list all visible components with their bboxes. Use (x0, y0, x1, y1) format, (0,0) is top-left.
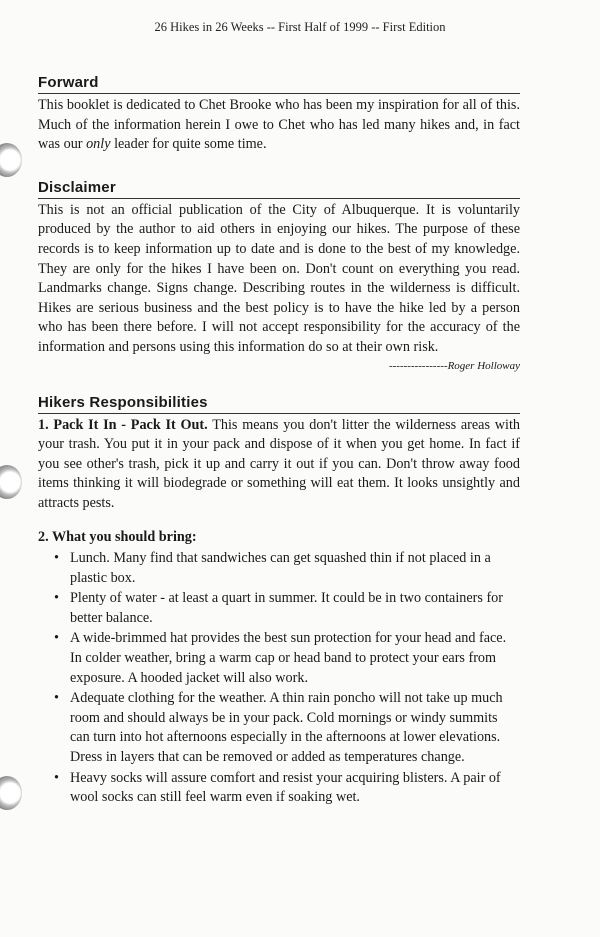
forward-text-before: This booklet is dedicated to Chet Brooke who has been my inspiration for all of this. Much of the information herein I owe to Chet who has led many hikes and, in fact was our (38, 97, 520, 153)
responsibility-item-1 (38, 416, 520, 514)
responsibilities-heading: Hikers Responsibilities (38, 394, 520, 414)
responsibilities-section (38, 394, 520, 808)
disclaimer-signature: ----------------Roger Holloway (388, 359, 520, 372)
disclaimer-heading: Disclaimer (38, 179, 520, 199)
responsibility-item-2 (38, 528, 520, 548)
forward-paragraph (38, 96, 520, 155)
list-item: • Plenty of water - at least a quart in summer. It could be in two containers for better balance. (54, 589, 520, 628)
running-header: 26 Hikes in 26 Weeks -- First Half of 1999 -- First Edition (154, 20, 446, 34)
binder-hole-middle (0, 465, 22, 499)
list-item: • A wide-brimmed hat provides the best sun protection for your head and face. In colder weather, bring a warm cap or head band to protect your ears from exposure. A hooded jacket will also work. (54, 629, 520, 688)
responsibility-item-1-number: 1. (38, 416, 49, 433)
responsibility-item-2-number: 2. (38, 528, 49, 545)
forward-section (38, 74, 520, 155)
list-item: • Lunch. Many find that sandwiches can get squashed thin if not placed in a plastic box. (54, 549, 520, 588)
forward-heading: Forward (38, 74, 520, 94)
responsibility-item-1-title: Pack It In - Pack It Out. (53, 416, 208, 433)
list-item: • Heavy socks will assure comfort and resist your acquiring blisters. A pair of wool socks can still feel warm even if soaking wet. (54, 769, 520, 808)
page-content (38, 74, 520, 826)
binder-hole-top (0, 143, 22, 177)
forward-emphasis: only (86, 136, 111, 153)
responsibility-item-2-title: What you should bring: (51, 528, 197, 545)
list-item: • Adequate clothing for the weather. A thin rain poncho will not take up much room and should always be in your pack. Cold mornings or windy summits can turn into hot afternoons especially in the afternoons at lower elevations. Dress in layers that can be removed or added as temperatures change. (54, 689, 520, 767)
forward-text-after: leader for quite some time. (110, 136, 267, 153)
disclaimer-section (38, 179, 520, 372)
disclaimer-paragraph: This is not an official publication of the City of Albuquerque. It is voluntarily produced by the author to aid others in enjoying our hikes. The purpose of these records is to keep information up to date and is done to the best of my knowledge. They are only for the hikes I have been on. Don't count on everything you read. Landmarks change. Signs change. Describing routes in the wilderness is difficult. Hikes are serious business and the best policy is to have the hike led by a person who has been there before. I will not accept responsibility for the accuracy of the information and persons using this information do so at their own risk. (38, 201, 520, 355)
responsibility-item-1-text: This means you don't litter the wilderness areas with your trash. You put it in your pack and dispose of it when you get home. In fact if you see other's trash, pick it up and carry it out if you can. Don't throw away food items thinking it will biodegrade or something will eat them. It looks unsightly and attracts pests. (38, 416, 520, 511)
binder-hole-bottom (0, 776, 22, 810)
bring-list (38, 549, 520, 808)
